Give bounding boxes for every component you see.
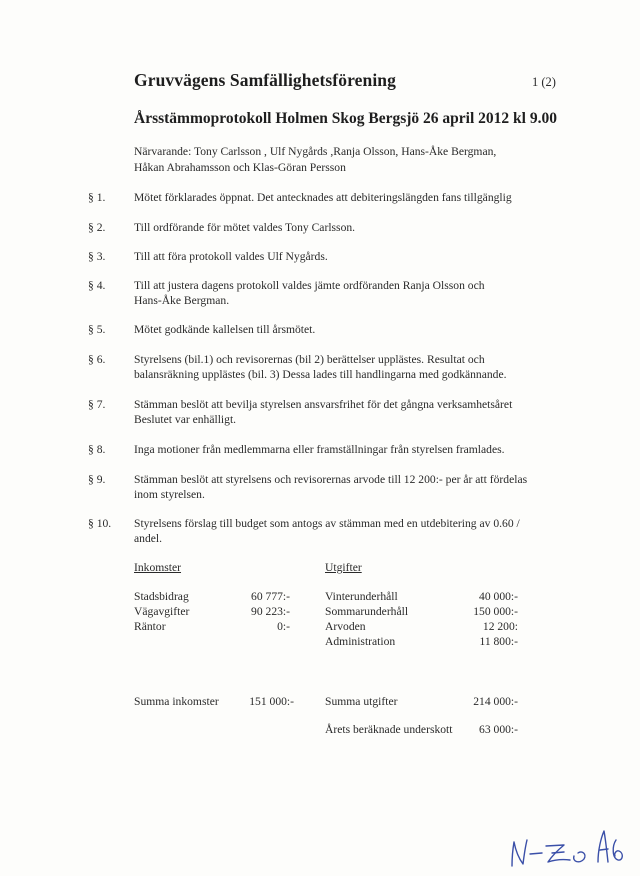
- paragraph-number: § 9.: [88, 473, 106, 486]
- paragraph-number: § 6.: [88, 353, 106, 366]
- paragraph-text: Beslutet var enhälligt.: [134, 413, 237, 426]
- paragraph-text: Styrelsens (bil.1) och revisorernas (bil 2) berättelser upplästes. Resultat och: [134, 353, 485, 366]
- total-expense-label: Summa utgifter: [325, 695, 398, 708]
- paragraph-number: § 5.: [88, 323, 106, 336]
- deficit-label: Årets beräknade underskott: [325, 723, 453, 736]
- total-income-label: Summa inkomster: [134, 695, 219, 708]
- income-label: Räntor: [134, 620, 166, 633]
- income-label: Vägavgifter: [134, 605, 190, 618]
- expense-heading: Utgifter: [325, 561, 362, 574]
- paragraph-text: Styrelsens förslag till budget som antogs av stämman med en utdebitering av 0.60 /: [134, 517, 520, 530]
- paragraph-text: inom styrelsen.: [134, 488, 205, 501]
- paragraph-text: Till att justera dagens protokoll valdes jämte ordföranden Ranja Olsson och: [134, 279, 485, 292]
- expense-amount: 40 000:-: [479, 590, 518, 603]
- paragraph-text: Hans-Åke Bergman.: [134, 294, 230, 307]
- total-income-amount: 151 000:-: [249, 695, 294, 708]
- paragraph-text: Mötet godkände kallelsen till årsmötet.: [134, 323, 316, 336]
- expense-amount: 12 200:: [482, 620, 518, 633]
- expense-label: Administration: [325, 635, 396, 648]
- paragraph-number: § 4.: [88, 279, 106, 292]
- paragraph-number: § 10.: [88, 517, 112, 530]
- income-heading: Inkomster: [134, 561, 182, 574]
- attendees-line-1: Närvarande: Tony Carlsson , Ulf Nygårds ,Ranja Olsson, Hans-Åke Bergman,: [134, 145, 497, 158]
- handwritten-initials: [500, 826, 630, 872]
- paragraph-text: Stämman beslöt att styrelsens och revisorernas arvode till 12 200:- per år att fördelas: [134, 473, 528, 486]
- page-number: 1 (2): [532, 75, 556, 89]
- paragraph-text: Till att föra protokoll valdes Ulf Nygårds.: [134, 250, 328, 263]
- total-expense-amount: 214 000:-: [473, 695, 518, 708]
- paragraph-text: Till ordförande för mötet valdes Tony Carlsson.: [134, 221, 356, 234]
- income-amount: 60 777:-: [251, 590, 290, 603]
- paragraph-text: Stämman beslöt att bevilja styrelsen ansvarsfrihet för det gångna verksamhetsåret: [134, 398, 513, 411]
- income-label: Stadsbidrag: [134, 590, 189, 603]
- protocol-title: Årsstämmoprotokoll Holmen Skog Bergsjö 26 april 2012 kl 9.00: [134, 110, 557, 127]
- income-amount: 0:-: [277, 620, 290, 633]
- income-amount: 90 223:-: [251, 605, 290, 618]
- paragraph-text: Mötet förklarades öppnat. Det antecknades att debiteringslängden fans tillgänglig: [134, 191, 512, 204]
- paragraph-number: § 8.: [88, 443, 106, 456]
- paragraph-number: § 3.: [88, 250, 106, 263]
- expense-label: Sommarunderhåll: [325, 605, 409, 618]
- paragraph-text: Inga motioner från medlemmarna eller framställningar från styrelsen framlades.: [134, 443, 505, 456]
- deficit-amount: 63 000:-: [479, 723, 518, 736]
- attendees-line-2: Håkan Abrahamsson och Klas-Göran Persson: [134, 161, 346, 174]
- organization-title: Gruvvägens Samfällighetsförening: [134, 70, 396, 90]
- paragraph-text: andel.: [134, 532, 163, 545]
- expense-label: Arvoden: [325, 620, 366, 633]
- expense-label: Vinterunderhåll: [325, 590, 398, 603]
- paragraph-number: § 2.: [88, 221, 106, 234]
- attendees-list: [134, 144, 574, 176]
- paragraph-number: § 1.: [88, 191, 106, 204]
- paragraph-text: balansräkning upplästes (bil. 3) Dessa lades till handlingarna med godkännande.: [134, 368, 507, 381]
- paragraph-number: § 7.: [88, 398, 106, 411]
- expense-amount: 150 000:-: [473, 605, 518, 618]
- expense-amount: 11 800:-: [479, 635, 518, 648]
